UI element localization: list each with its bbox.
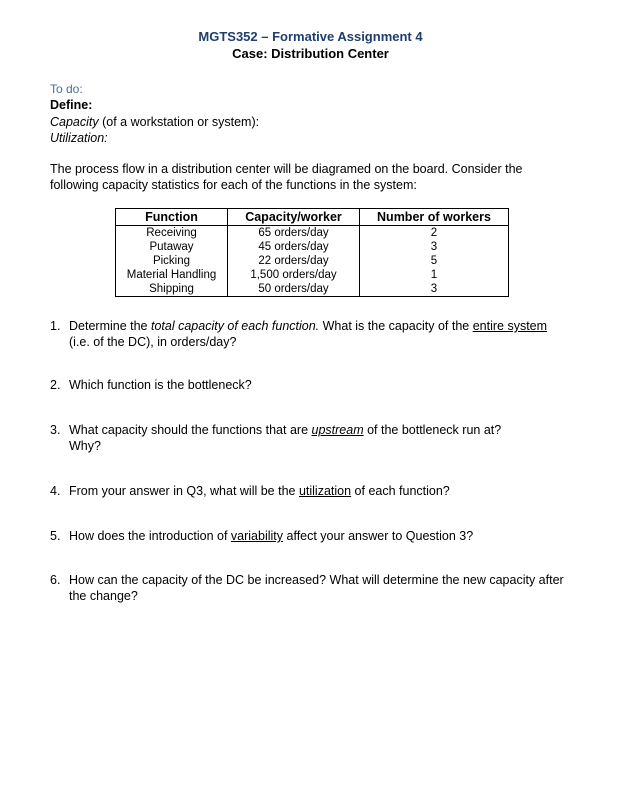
question-underline: variability xyxy=(230,529,284,543)
capacity-rest: (of a workstation or system): xyxy=(98,115,260,129)
question-text xyxy=(69,483,569,499)
cell-function: Shipping xyxy=(116,282,228,297)
table-row xyxy=(116,226,509,241)
cell-capacity: 50 orders/day xyxy=(228,282,360,297)
question-text xyxy=(69,528,569,544)
question-underline: utilization xyxy=(298,484,352,498)
cell-capacity: 1,500 orders/day xyxy=(228,268,360,282)
utilization-term: Utilization: xyxy=(50,131,108,145)
cell-function: Putaway xyxy=(116,240,228,254)
question-text-part: How does the introduction of xyxy=(69,529,231,543)
question-number: 1. xyxy=(50,319,61,333)
question-text-part: What is the capacity of the xyxy=(319,319,473,333)
question-text-part: of the bottleneck run at? Why? xyxy=(69,423,502,453)
table-row xyxy=(116,254,509,268)
question-text-part: What capacity should the functions that are xyxy=(69,423,312,437)
capacity-table xyxy=(115,208,509,297)
column-header-workers: Number of workers xyxy=(360,209,509,226)
course-title: MGTS352 – Formative Assignment 4 xyxy=(198,29,423,44)
cell-function: Receiving xyxy=(116,226,228,241)
todo-label: To do: xyxy=(50,82,83,96)
question-number: 2. xyxy=(50,378,61,392)
question-text: How can the capacity of the DC be increased? What will determine the new capacity after the change? xyxy=(69,573,564,603)
capacity-term: Capacity xyxy=(50,115,99,129)
column-header-function: Function xyxy=(116,209,228,226)
question-text-part: Determine the xyxy=(69,319,151,333)
question-number: 3. xyxy=(50,423,61,437)
cell-workers: 3 xyxy=(360,240,509,254)
cell-function: Material Handling xyxy=(116,268,228,282)
table-row xyxy=(116,268,509,282)
question-emphasis: upstream xyxy=(311,423,364,437)
cell-workers: 2 xyxy=(360,226,509,241)
question-text: Which function is the bottleneck? xyxy=(69,378,252,392)
cell-workers: 5 xyxy=(360,254,509,268)
intro-paragraph: The process flow in a distribution center will be diagramed on the board. Consider the following capacity statistics for each of the functions in the system: xyxy=(50,162,523,192)
question-emphasis: total capacity of each function. xyxy=(150,319,320,333)
question-text xyxy=(69,422,534,454)
cell-function: Picking xyxy=(116,254,228,268)
question-underline: entire system xyxy=(472,319,548,333)
question-text-part: From your answer in Q3, what will be the xyxy=(69,484,299,498)
capacity-definition-line xyxy=(50,115,259,129)
question-text-part: affect your answer to Question 3? xyxy=(283,529,474,543)
question-text xyxy=(69,318,569,350)
cell-workers: 3 xyxy=(360,282,509,297)
cell-capacity: 45 orders/day xyxy=(228,240,360,254)
table-row xyxy=(116,240,509,254)
question-number: 5. xyxy=(50,529,61,543)
case-title: Case: Distribution Center xyxy=(232,46,389,61)
cell-capacity: 65 orders/day xyxy=(228,226,360,241)
column-header-capacity: Capacity/worker xyxy=(228,209,360,226)
cell-capacity: 22 orders/day xyxy=(228,254,360,268)
table-header-row xyxy=(116,209,509,226)
question-text-part: (i.e. of the DC), in orders/day? xyxy=(69,335,237,349)
question-number: 4. xyxy=(50,484,61,498)
table-row xyxy=(116,282,509,297)
cell-workers: 1 xyxy=(360,268,509,282)
define-label: Define: xyxy=(50,98,93,112)
question-number: 6. xyxy=(50,573,61,587)
question-text-part: of each function? xyxy=(351,484,450,498)
